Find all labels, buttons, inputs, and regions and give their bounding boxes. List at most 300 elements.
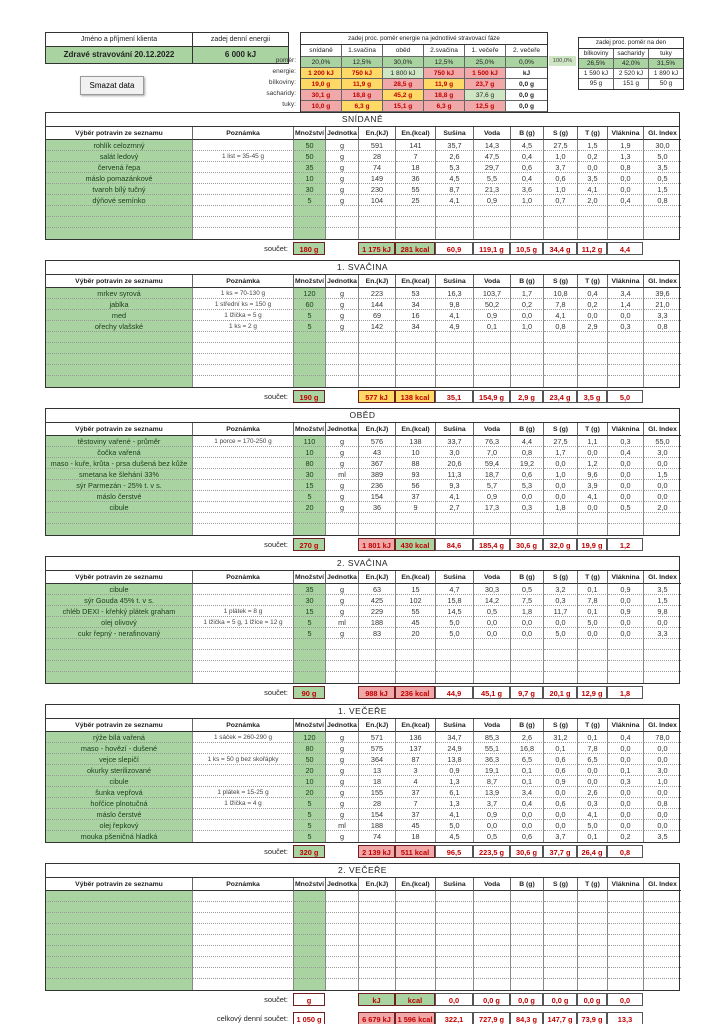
nutrient-cell: 0,1: [578, 584, 608, 595]
nutrient-cell: [359, 661, 396, 672]
nutrient-cell: 1,7: [544, 447, 578, 458]
food-select-cell[interactable]: olej olivový: [46, 617, 193, 628]
food-select-cell[interactable]: čočka vařená: [46, 447, 193, 458]
unit-cell: g: [326, 502, 359, 513]
unit-cell: g: [326, 447, 359, 458]
nutrient-cell: 5,0: [544, 628, 578, 639]
quantity-cell[interactable]: 5: [294, 798, 326, 809]
nutrient-cell: 0,0: [544, 491, 578, 502]
quantity-cell[interactable]: 5: [294, 195, 326, 206]
food-select-cell[interactable]: cibule: [46, 776, 193, 787]
note-cell[interactable]: [193, 946, 294, 957]
food-select-cell[interactable]: sýr Parmezán - 25% t. v s.: [46, 480, 193, 491]
food-select-cell[interactable]: rohlík celozrnný: [46, 140, 193, 151]
quantity-cell[interactable]: [294, 672, 326, 683]
nutrient-cell: 0,5: [511, 584, 544, 595]
quantity-cell[interactable]: 30: [294, 595, 326, 606]
sum-value: 154,9 g: [473, 390, 510, 403]
unit-cell: g: [326, 584, 359, 595]
nutrient-cell: 36,3: [474, 754, 511, 765]
quantity-cell[interactable]: 5: [294, 321, 326, 332]
note-cell[interactable]: [193, 628, 294, 639]
food-select-cell[interactable]: máslo pomazánkové: [46, 173, 193, 184]
note-cell[interactable]: [193, 639, 294, 650]
quantity-cell[interactable]: [294, 650, 326, 661]
note-cell[interactable]: 1 ks = 70-130 g: [193, 288, 294, 299]
nutrient-cell: [608, 639, 644, 650]
quantity-cell[interactable]: 5: [294, 310, 326, 321]
note-cell[interactable]: 1 střední ks = 150 g: [193, 299, 294, 310]
quantity-cell[interactable]: 5: [294, 617, 326, 628]
quantity-cell[interactable]: 5: [294, 820, 326, 831]
food-select-cell[interactable]: [46, 650, 193, 661]
quantity-cell[interactable]: [294, 639, 326, 650]
quantity-cell[interactable]: 30: [294, 469, 326, 480]
column-header: S (g): [544, 423, 578, 436]
nutrient-cell: [644, 979, 681, 990]
food-select-cell[interactable]: [46, 206, 193, 217]
nutrient-cell: 0,9: [544, 776, 578, 787]
quantity-cell[interactable]: [294, 979, 326, 990]
note-cell[interactable]: [193, 672, 294, 683]
note-cell[interactable]: [193, 809, 294, 820]
phase-computed-cell: 12,5 g: [465, 101, 506, 112]
unit-cell: g: [326, 288, 359, 299]
food-select-cell[interactable]: [46, 913, 193, 924]
nutrient-cell: 21,0: [644, 299, 681, 310]
note-cell[interactable]: [193, 913, 294, 924]
unit-cell: [326, 924, 359, 935]
food-select-cell[interactable]: [46, 957, 193, 968]
quantity-cell[interactable]: 110: [294, 436, 326, 447]
note-cell[interactable]: 1 porce = 170-250 g: [193, 436, 294, 447]
sum-value: 0,0 g: [510, 993, 543, 1006]
note-cell[interactable]: [193, 968, 294, 979]
note-cell[interactable]: 1 lžička = 5 g, 1 lžíce = 12 g: [193, 617, 294, 628]
food-select-cell[interactable]: smetana ke šlehání 33%: [46, 469, 193, 480]
quantity-cell[interactable]: [294, 343, 326, 354]
column-header: Jednotka: [326, 423, 359, 436]
nutrient-cell: 0,0: [544, 617, 578, 628]
spacer: [325, 1012, 358, 1024]
food-select-cell[interactable]: těstoviny vařené - průměr: [46, 436, 193, 447]
quantity-cell[interactable]: [294, 913, 326, 924]
food-select-cell[interactable]: cibule: [46, 502, 193, 513]
nutrient-cell: 5,0: [436, 820, 474, 831]
nutrient-cell: 5,3: [511, 480, 544, 491]
nutrient-cell: [474, 946, 511, 957]
food-select-cell[interactable]: [46, 228, 193, 239]
nutrient-cell: [644, 354, 681, 365]
sum-quantity: g: [293, 993, 325, 1006]
sum-value: 727,9 g: [473, 1012, 510, 1024]
note-cell[interactable]: [193, 584, 294, 595]
note-cell[interactable]: [193, 820, 294, 831]
phase-percent-cell[interactable]: 30,0%: [383, 57, 424, 68]
quantity-cell[interactable]: 120: [294, 732, 326, 743]
day-percent-cell[interactable]: 26,5%: [579, 59, 614, 69]
food-select-cell[interactable]: salát ledový: [46, 151, 193, 162]
note-cell[interactable]: [193, 924, 294, 935]
column-header: En.(kJ): [359, 275, 396, 288]
note-cell[interactable]: 1 lžička = 4 g: [193, 798, 294, 809]
phase-computed-cell: 0,0 g: [506, 90, 547, 101]
nutrient-cell: [544, 924, 578, 935]
unit-cell: g: [326, 195, 359, 206]
unit-cell: g: [326, 787, 359, 798]
note-cell[interactable]: [193, 365, 294, 376]
food-select-cell[interactable]: [46, 891, 193, 902]
nutrient-cell: [359, 524, 396, 535]
phase-computed-cell: 6,3 g: [424, 101, 465, 112]
food-select-cell[interactable]: [46, 376, 193, 387]
sum-value: 4,4: [607, 242, 643, 255]
quantity-cell[interactable]: [294, 354, 326, 365]
food-select-cell[interactable]: okurky sterilizované: [46, 765, 193, 776]
note-cell[interactable]: 1 list = 35-45 g: [193, 151, 294, 162]
note-cell[interactable]: [193, 902, 294, 913]
note-cell[interactable]: [193, 447, 294, 458]
note-cell[interactable]: [193, 343, 294, 354]
phase-percent-cell[interactable]: 25,0%: [465, 57, 506, 68]
note-cell[interactable]: [193, 502, 294, 513]
quantity-cell[interactable]: 50: [294, 151, 326, 162]
sum-energy-kj: 6 679 kJ: [358, 1012, 395, 1024]
quantity-cell[interactable]: 80: [294, 458, 326, 469]
note-cell[interactable]: [193, 140, 294, 151]
quantity-cell[interactable]: 80: [294, 743, 326, 754]
nutrient-cell: [511, 650, 544, 661]
quantity-cell[interactable]: 15: [294, 480, 326, 491]
food-select-cell[interactable]: [46, 639, 193, 650]
quantity-cell[interactable]: [294, 924, 326, 935]
note-cell[interactable]: [193, 217, 294, 228]
quantity-cell[interactable]: 10: [294, 173, 326, 184]
nutrient-cell: 0,8: [644, 195, 681, 206]
quantity-cell[interactable]: [294, 957, 326, 968]
nutrient-cell: 36: [396, 173, 436, 184]
note-cell[interactable]: [193, 743, 294, 754]
note-cell[interactable]: 1 lžička = 5 g: [193, 310, 294, 321]
note-cell[interactable]: 1 sáček = 260-290 g: [193, 732, 294, 743]
column-header: Gl. Index: [644, 275, 681, 288]
nutrient-cell: 0,7: [544, 195, 578, 206]
quantity-cell[interactable]: 20: [294, 787, 326, 798]
nutrient-cell: [436, 639, 474, 650]
food-select-cell[interactable]: dýňové semínko: [46, 195, 193, 206]
food-select-cell[interactable]: [46, 217, 193, 228]
nutrient-cell: [474, 913, 511, 924]
daily-energy-value[interactable]: 6 000 kJ: [193, 47, 288, 63]
phase-col-header: oběd: [383, 45, 424, 57]
quantity-cell[interactable]: 20: [294, 765, 326, 776]
nutrient-cell: 0,0: [578, 447, 608, 458]
food-select-cell[interactable]: maso - kuře, krůta - prsa dušená bez kůže: [46, 458, 193, 469]
note-cell[interactable]: [193, 162, 294, 173]
nutrient-cell: 69: [359, 310, 396, 321]
column-header: Sušina: [436, 571, 474, 584]
food-select-cell[interactable]: [46, 968, 193, 979]
day-percent-cell[interactable]: 31,5%: [649, 59, 683, 69]
nutrient-cell: 0,0: [608, 809, 644, 820]
nutrient-cell: [578, 343, 608, 354]
quantity-cell[interactable]: 5: [294, 809, 326, 820]
food-select-cell[interactable]: sýr Gouda 45% t. v s.: [46, 595, 193, 606]
nutrient-cell: 3,2: [544, 584, 578, 595]
nutrient-cell: [396, 968, 436, 979]
note-cell[interactable]: [193, 513, 294, 524]
food-select-cell[interactable]: ořechy vlašské: [46, 321, 193, 332]
nutrient-cell: [474, 513, 511, 524]
note-cell[interactable]: [193, 206, 294, 217]
nutrient-cell: [396, 332, 436, 343]
nutrient-cell: [511, 672, 544, 683]
quantity-cell[interactable]: 50: [294, 754, 326, 765]
phase-percent-cell[interactable]: 20,0%: [301, 57, 342, 68]
nutrient-cell: 18: [396, 162, 436, 173]
note-cell[interactable]: [193, 524, 294, 535]
column-header: Poznámka: [193, 878, 294, 891]
nutrient-cell: 29,7: [474, 162, 511, 173]
quantity-cell[interactable]: [294, 228, 326, 239]
nutrient-cell: 8,7: [474, 776, 511, 787]
quantity-cell[interactable]: 50: [294, 140, 326, 151]
sum-energy-kcal: 236 kcal: [395, 686, 435, 699]
quantity-cell[interactable]: 5: [294, 491, 326, 502]
phase-col-header: snídaně: [301, 45, 342, 57]
nutrient-cell: 1,0: [544, 469, 578, 480]
nutrient-cell: [644, 524, 681, 535]
nutrient-cell: 0,0: [578, 628, 608, 639]
food-select-cell[interactable]: vejce slepičí: [46, 754, 193, 765]
note-cell[interactable]: [193, 458, 294, 469]
food-select-cell[interactable]: červená řepa: [46, 162, 193, 173]
sum-value: 12,9 g: [577, 686, 607, 699]
nutrient-cell: 0,6: [544, 173, 578, 184]
note-cell[interactable]: [193, 661, 294, 672]
quantity-cell[interactable]: [294, 365, 326, 376]
quantity-cell[interactable]: [294, 217, 326, 228]
food-select-cell[interactable]: šunka vepřová: [46, 787, 193, 798]
note-cell[interactable]: [193, 765, 294, 776]
food-select-cell[interactable]: [46, 946, 193, 957]
column-header: T (g): [578, 423, 608, 436]
quantity-cell[interactable]: [294, 206, 326, 217]
nutrient-cell: [474, 343, 511, 354]
nutrient-cell: 0,0: [644, 787, 681, 798]
food-select-cell[interactable]: [46, 672, 193, 683]
nutrient-cell: 5,0: [436, 617, 474, 628]
quantity-cell[interactable]: [294, 946, 326, 957]
note-cell[interactable]: [193, 195, 294, 206]
note-cell[interactable]: [193, 831, 294, 842]
day-percent-cell[interactable]: 42,0%: [614, 59, 649, 69]
nutrient-cell: 575: [359, 743, 396, 754]
quantity-cell[interactable]: 60: [294, 299, 326, 310]
food-select-cell[interactable]: [46, 979, 193, 990]
food-select-cell[interactable]: cukr řepný - nerafinovaný: [46, 628, 193, 639]
quantity-cell[interactable]: 5: [294, 831, 326, 842]
food-select-cell[interactable]: [46, 935, 193, 946]
column-header: Jednotka: [326, 878, 359, 891]
unit-cell: [326, 650, 359, 661]
nutrient-cell: [544, 206, 578, 217]
note-cell[interactable]: [193, 491, 294, 502]
note-cell[interactable]: 1 ks = 50 g bez skořápky: [193, 754, 294, 765]
clear-data-button[interactable]: Smazat data: [80, 76, 144, 95]
food-select-cell[interactable]: hořčice plnotučná: [46, 798, 193, 809]
nutrient-cell: [511, 935, 544, 946]
food-select-cell[interactable]: maso - hovězí - dušené: [46, 743, 193, 754]
nutrient-cell: 4,5: [436, 831, 474, 842]
quantity-cell[interactable]: [294, 376, 326, 387]
sum-value: 0,8: [607, 845, 643, 858]
nutrient-cell: 6,1: [436, 787, 474, 798]
nutrient-cell: 24,9: [436, 743, 474, 754]
note-cell[interactable]: [193, 891, 294, 902]
client-name-value[interactable]: Zdravé stravování 20.12.2022: [46, 47, 193, 63]
quantity-cell[interactable]: [294, 902, 326, 913]
note-cell[interactable]: [193, 184, 294, 195]
quantity-cell[interactable]: 20: [294, 502, 326, 513]
note-cell[interactable]: [193, 173, 294, 184]
unit-cell: g: [326, 628, 359, 639]
nutrient-cell: [396, 376, 436, 387]
quantity-cell[interactable]: 35: [294, 584, 326, 595]
sum-value: 5,0: [607, 390, 643, 403]
nutrient-cell: 0,0: [644, 491, 681, 502]
nutrient-cell: [436, 968, 474, 979]
phase-ratio-table: [300, 32, 548, 113]
phase-percent-cell[interactable]: 0,0%: [506, 57, 547, 68]
nutrient-cell: [644, 343, 681, 354]
note-cell[interactable]: [193, 480, 294, 491]
quantity-cell[interactable]: [294, 661, 326, 672]
note-cell[interactable]: 1 plátek = 15-25 g: [193, 787, 294, 798]
note-cell[interactable]: [193, 776, 294, 787]
column-header: En.(kJ): [359, 719, 396, 732]
quantity-cell[interactable]: 10: [294, 447, 326, 458]
food-select-cell[interactable]: [46, 661, 193, 672]
note-cell[interactable]: [193, 979, 294, 990]
quantity-cell[interactable]: 35: [294, 162, 326, 173]
quantity-cell[interactable]: [294, 524, 326, 535]
nutrient-cell: 4,1: [436, 195, 474, 206]
quantity-cell[interactable]: 30: [294, 184, 326, 195]
food-select-cell[interactable]: rýže bílá vařená: [46, 732, 193, 743]
food-select-cell[interactable]: cibule: [46, 584, 193, 595]
nutrient-cell: [544, 935, 578, 946]
food-select-cell[interactable]: jablka: [46, 299, 193, 310]
quantity-cell[interactable]: 5: [294, 628, 326, 639]
quantity-cell[interactable]: [294, 513, 326, 524]
food-select-cell[interactable]: [46, 343, 193, 354]
food-select-cell[interactable]: tvaroh bílý tučný: [46, 184, 193, 195]
sum-value: 20,1 g: [543, 686, 577, 699]
quantity-cell[interactable]: 15: [294, 606, 326, 617]
food-select-cell[interactable]: [46, 524, 193, 535]
food-select-cell[interactable]: mrkev syrová: [46, 288, 193, 299]
unit-cell: ml: [326, 617, 359, 628]
note-cell[interactable]: [193, 957, 294, 968]
note-cell[interactable]: [193, 354, 294, 365]
food-select-cell[interactable]: máslo čerstvé: [46, 491, 193, 502]
note-cell[interactable]: [193, 228, 294, 239]
column-header: Sušina: [436, 127, 474, 140]
quantity-cell[interactable]: [294, 968, 326, 979]
nutrient-cell: 59,4: [474, 458, 511, 469]
nutrient-cell: [544, 365, 578, 376]
note-cell[interactable]: 1 plátek = 8 g: [193, 606, 294, 617]
note-cell[interactable]: 1 ks = 2 g: [193, 321, 294, 332]
quantity-cell[interactable]: 10: [294, 776, 326, 787]
spacer: [643, 242, 680, 255]
food-select-cell[interactable]: chléb DEXI - křehký plátek graham: [46, 606, 193, 617]
food-select-cell[interactable]: [46, 924, 193, 935]
nutrient-cell: [396, 343, 436, 354]
nutrient-cell: [544, 332, 578, 343]
food-select-cell[interactable]: [46, 332, 193, 343]
nutrient-cell: 5,0: [644, 151, 681, 162]
phase-percent-cell[interactable]: 12,5%: [342, 57, 383, 68]
phase-computed-cell: 750 kJ: [424, 68, 465, 79]
note-cell[interactable]: [193, 650, 294, 661]
column-header: Množství: [294, 275, 326, 288]
food-select-cell[interactable]: [46, 354, 193, 365]
nutrient-cell: 63: [359, 584, 396, 595]
phase-computed-cell: 15,1 g: [383, 101, 424, 112]
food-select-cell[interactable]: med: [46, 310, 193, 321]
note-cell[interactable]: [193, 469, 294, 480]
quantity-cell[interactable]: 120: [294, 288, 326, 299]
quantity-cell[interactable]: [294, 935, 326, 946]
nutrient-cell: [544, 672, 578, 683]
nutrient-cell: [608, 924, 644, 935]
nutrient-cell: 0,8: [544, 321, 578, 332]
unit-cell: g: [326, 798, 359, 809]
nutrient-cell: 4: [396, 776, 436, 787]
sum-row: [45, 686, 680, 700]
nutrient-cell: 0,0: [511, 820, 544, 831]
nutrient-cell: 0,4: [511, 151, 544, 162]
note-cell[interactable]: [193, 376, 294, 387]
food-select-cell[interactable]: máslo čerstvé: [46, 809, 193, 820]
quantity-cell[interactable]: [294, 332, 326, 343]
quantity-cell[interactable]: [294, 891, 326, 902]
column-header: En.(kcal): [396, 423, 436, 436]
sum-value: 119,1 g: [473, 242, 510, 255]
nutrient-cell: [608, 376, 644, 387]
food-select-cell[interactable]: mouka pšeničná hladká: [46, 831, 193, 842]
nutrient-cell: [436, 354, 474, 365]
nutrient-cell: 37: [396, 491, 436, 502]
note-cell[interactable]: [193, 595, 294, 606]
nutrient-cell: 55: [396, 606, 436, 617]
note-cell[interactable]: [193, 935, 294, 946]
food-select-cell[interactable]: [46, 513, 193, 524]
column-header: Voda: [474, 878, 511, 891]
phase-percent-cell[interactable]: 12,5%: [424, 57, 465, 68]
nutrient-cell: 0,0: [608, 480, 644, 491]
nutrient-cell: 3: [396, 765, 436, 776]
nutrient-cell: 0,4: [608, 195, 644, 206]
food-select-cell[interactable]: [46, 365, 193, 376]
food-select-cell[interactable]: olej řepkový: [46, 820, 193, 831]
food-select-cell[interactable]: [46, 902, 193, 913]
nutrient-cell: [359, 343, 396, 354]
note-cell[interactable]: [193, 332, 294, 343]
nutrient-cell: [544, 354, 578, 365]
